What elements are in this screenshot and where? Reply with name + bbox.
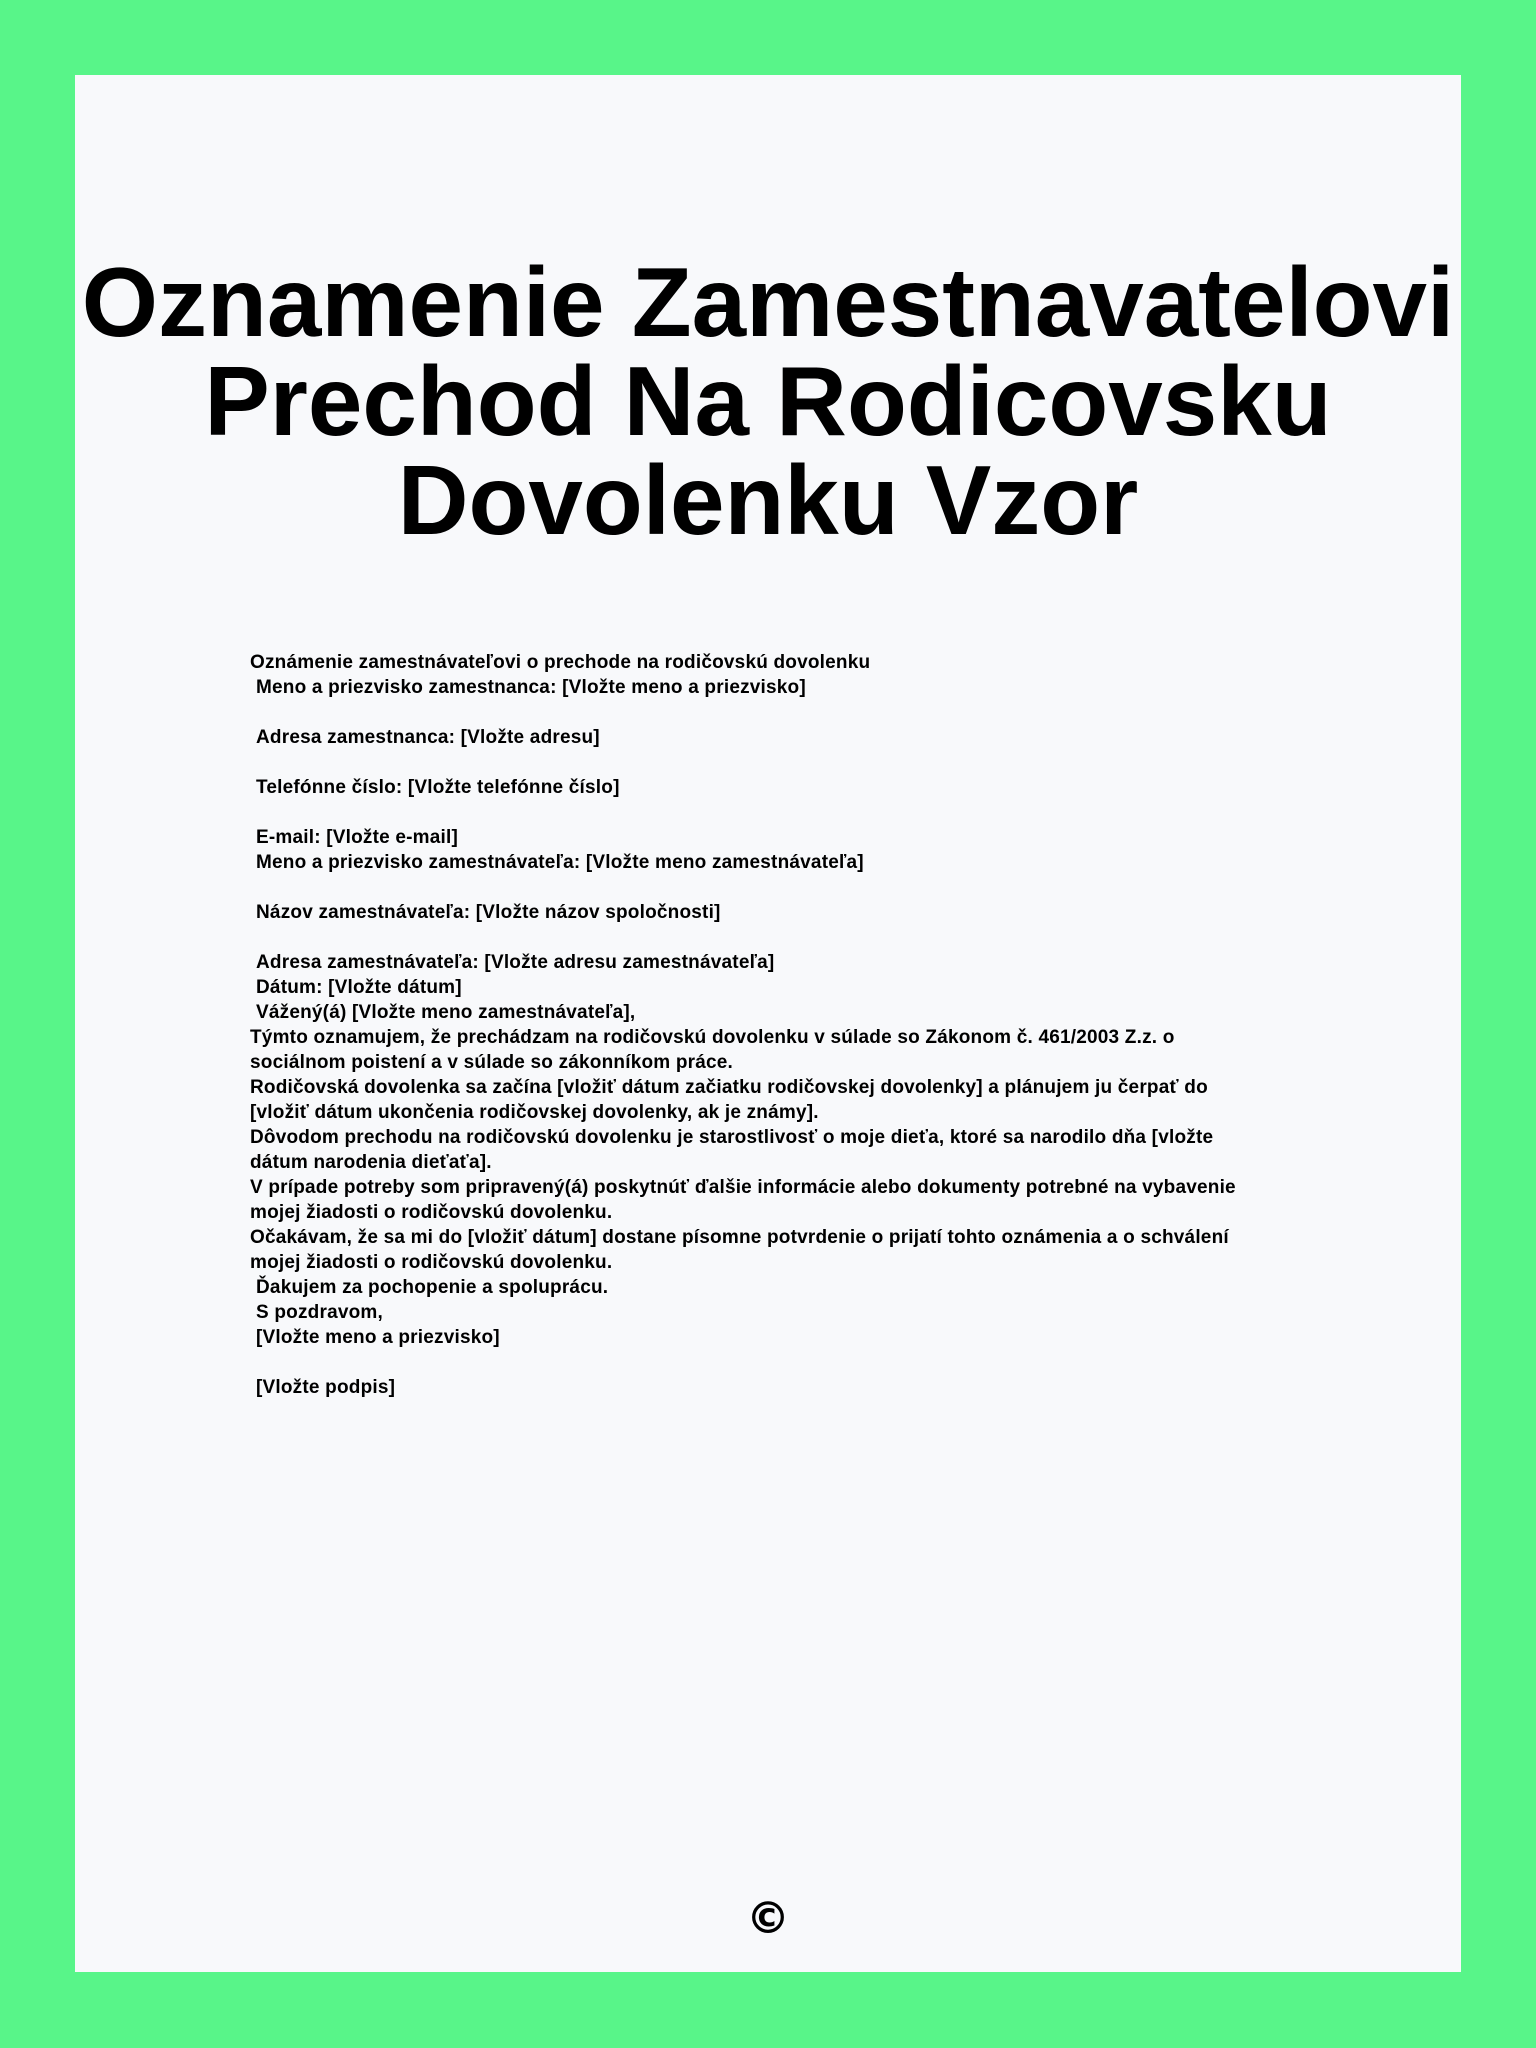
body-line: dátum narodenia dieťaťa]. [250, 1152, 492, 1173]
phone-field: Telefónne číslo: [Vložte telefónne číslo] [256, 777, 620, 798]
employer-name-field: Meno a priezvisko zamestnávateľa: [Vložte meno zamestnávateľa] [256, 852, 864, 873]
title-line-1: Oznamenie Zamestnavatelovi [81, 247, 1455, 357]
body-line: sociálnom poistení a v súlade so zákonníkom práce. [250, 1052, 734, 1073]
company-name-field: Názov zamestnávateľa: [Vložte názov spoločnosti] [256, 902, 721, 923]
letter-body [250, 650, 1360, 1400]
employee-name-field: Meno a priezvisko zamestnanca: [Vložte meno a priezvisko] [256, 677, 806, 698]
title-line-3: Dovolenku Vzor [397, 445, 1139, 555]
signature-field: [Vložte podpis] [256, 1377, 396, 1398]
body-line: Týmto oznamujem, že prechádzam na rodičovskú dovolenku v súlade so Zákonom č. 461/2003 Z.z. o [250, 1027, 1175, 1048]
copyright-icon: © [746, 1893, 790, 1944]
spacer [250, 750, 1360, 775]
closing-line: S pozdravom, [256, 1302, 383, 1323]
spacer [250, 800, 1360, 825]
document-page [75, 75, 1461, 1972]
body-line: Dôvodom prechodu na rodičovskú dovolenku je starostlivosť o moje dieťa, ktoré sa narodilo dňa [vložte [250, 1127, 1214, 1148]
spacer [250, 875, 1360, 900]
body-line: V prípade potreby som pripravený(á) poskytnúť ďalšie informácie alebo dokumenty potrebné na vybavenie [250, 1177, 1236, 1198]
body-line: Rodičovská dovolenka sa začína [vložiť dátum začiatku rodičovskej dovolenky] a plánujem ju čerpať do [250, 1077, 1208, 1098]
body-line: mojej žiadosti o rodičovskú dovolenku. [250, 1252, 613, 1273]
spacer [250, 1350, 1360, 1375]
salutation: Vážený(á) [Vložte meno zamestnávateľa], [256, 1002, 636, 1023]
employee-address-field: Adresa zamestnanca: [Vložte adresu] [256, 727, 600, 748]
document-title [75, 247, 1461, 555]
email-field: E-mail: [Vložte e-mail] [256, 827, 459, 848]
spacer [250, 925, 1360, 950]
employer-address-field: Adresa zamestnávateľa: [Vložte adresu zamestnávateľa] [256, 952, 775, 973]
spacer [250, 700, 1360, 725]
body-line: [vložiť dátum ukončenia rodičovskej dovolenky, ak je známy]. [250, 1102, 819, 1123]
body-line: Očakávam, že sa mi do [vložiť dátum] dostane písomne potvrdenie o prijatí tohto oznámenia a o schválení [250, 1227, 1229, 1248]
date-field: Dátum: [Vložte dátum] [256, 977, 462, 998]
thanks-line: Ďakujem za pochopenie a spoluprácu. [256, 1277, 609, 1298]
body-line: mojej žiadosti o rodičovskú dovolenku. [250, 1202, 613, 1223]
signature-name-field: [Vložte meno a priezvisko] [256, 1327, 500, 1348]
title-line-2: Prechod Na Rodicovsku [204, 346, 1332, 456]
letter-heading: Oznámenie zamestnávateľovi o prechode na rodičovskú dovolenku [250, 652, 871, 673]
